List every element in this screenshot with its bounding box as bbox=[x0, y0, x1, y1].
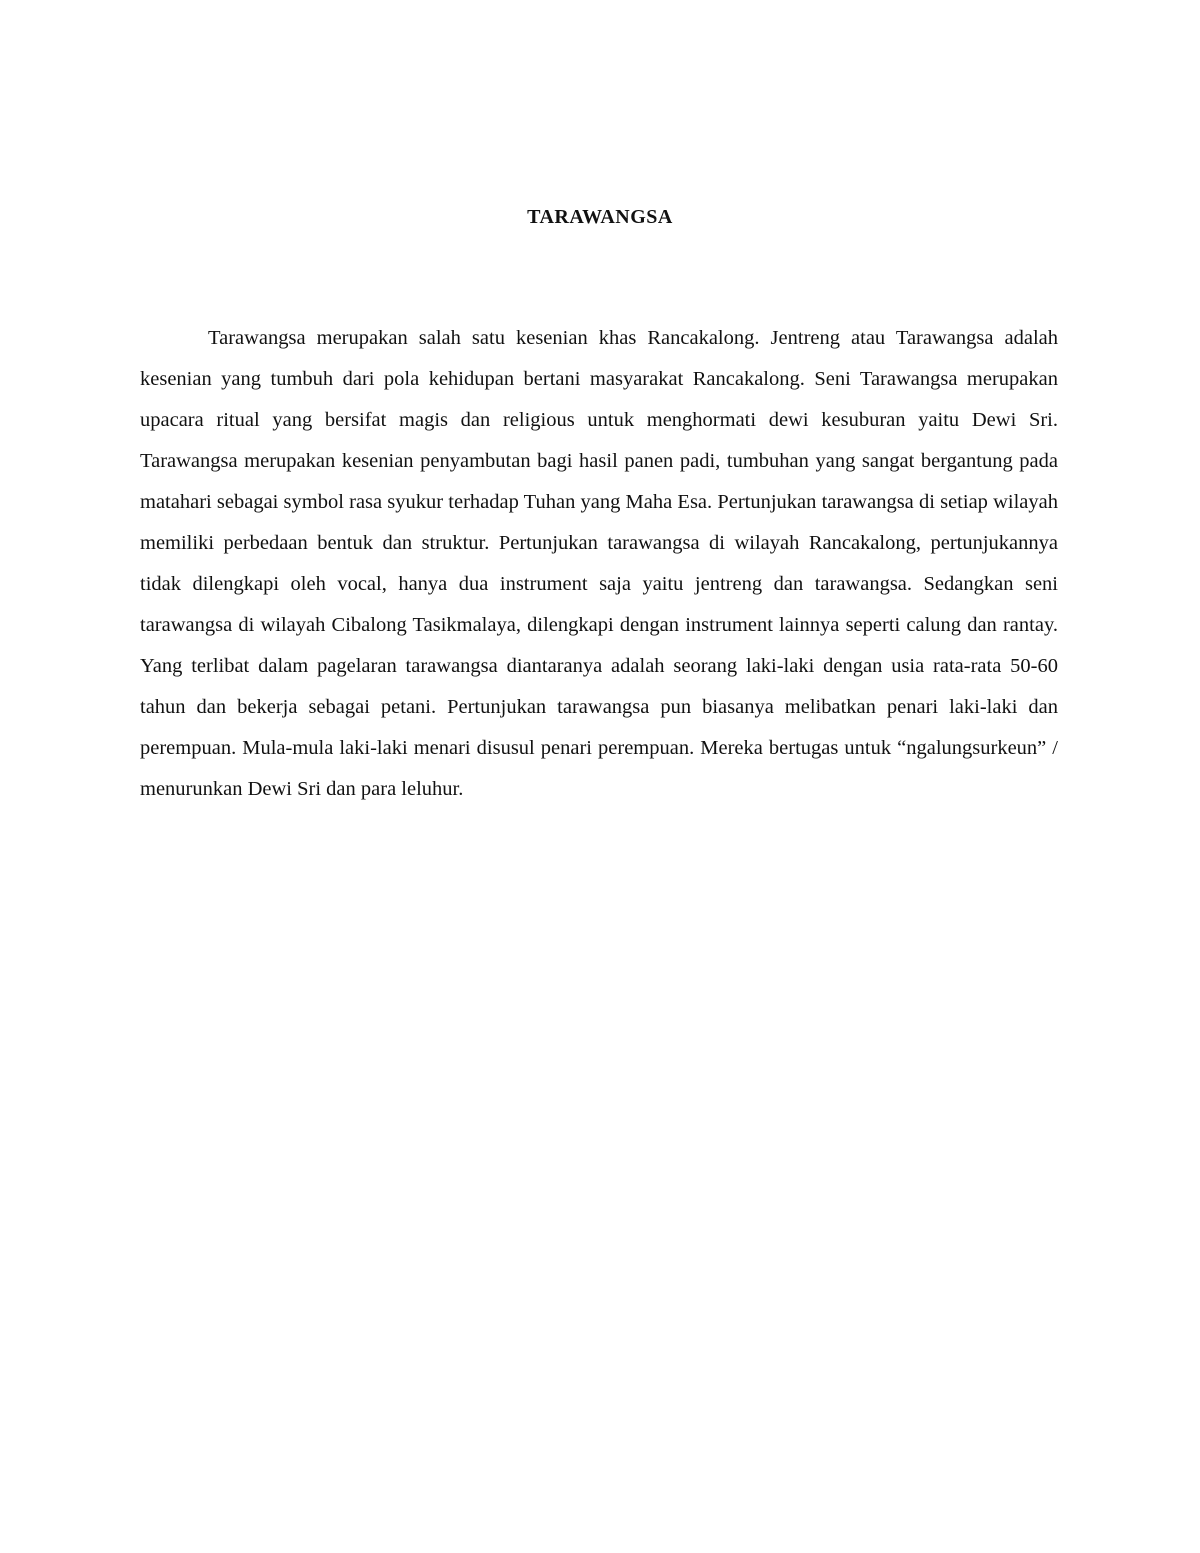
body-paragraph: Tarawangsa merupakan salah satu kesenian khas Rancakalong. Jentreng atau Tarawangsa adalah kesenian yang tumbuh dari pola kehidupan bertani masyarakat Rancakalong. Seni Tarawangsa merupakan upacara ritual yang bersifat magis dan religious untuk menghormati dewi kesuburan yaitu Dewi Sri. Tarawangsa merupakan kesenian penyambutan bagi hasil panen padi, tumbuhan yang sangat bergantung pada matahari sebagai symbol rasa syukur terhadap Tuhan yang Maha Esa. Pertunjukan tarawangsa di setiap wilayah memiliki perbedaan bentuk dan struktur. Pertunjukan tarawangsa di wilayah Rancakalong, pertunjukannya tidak dilengkapi oleh vocal, hanya dua instrument saja yaitu jentreng dan tarawangsa. Sedangkan seni tarawangsa di wilayah Cibalong Tasikmalaya, dilengkapi dengan instrument lainnya seperti calung dan rantay. Yang terlibat dalam pagelaran tarawangsa diantaranya adalah seorang laki-laki dengan usia rata-rata 50-60 tahun dan bekerja sebagai petani. Pertunjukan tarawangsa pun biasanya melibatkan penari laki-laki dan perempuan. Mula-mula laki-laki menari disusul penari perempuan. Mereka bertugas untuk “ngalungsurkeun” / menurunkan Dewi Sri dan para leluhur. bbox=[140, 327, 1058, 800]
document-title: TARAWANGSA bbox=[527, 206, 673, 228]
